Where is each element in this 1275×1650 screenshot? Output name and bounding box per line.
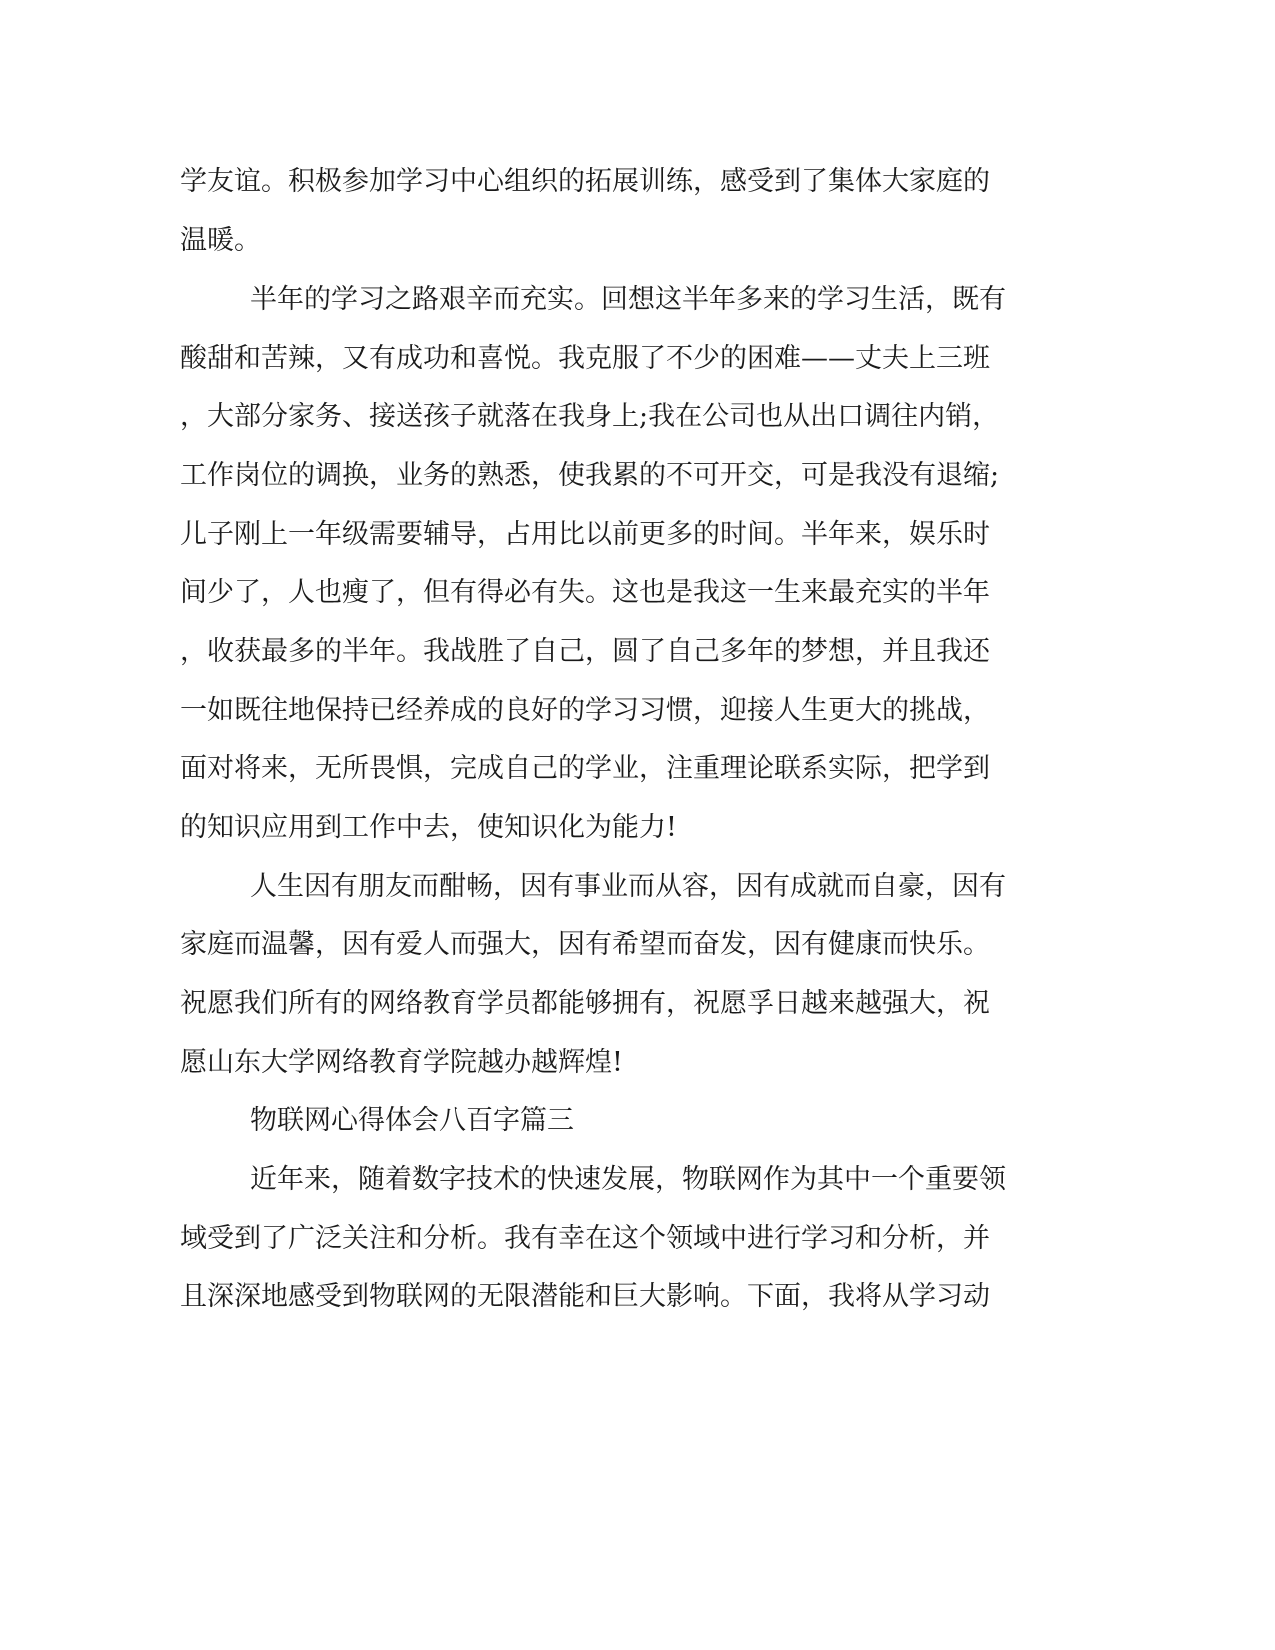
text-line: 的知识应用到工作中去，使知识化为能力!: [180, 812, 677, 843]
text-line: 一如既往地保持已经养成的良好的学习习惯，迎接人生更大的挑战，: [180, 695, 990, 726]
text-line: 家庭而温馨，因有爱人而强大，因有希望而奋发，因有健康而快乐。: [180, 929, 990, 960]
text-line: 愿山东大学网络教育学院越办越辉煌!: [180, 1047, 623, 1078]
text-line: 酸甜和苦辣，又有成功和喜悦。我克服了不少的困难——丈夫上三班: [180, 343, 990, 374]
text-line: 间少了，人也瘦了，但有得必有失。这也是我这一生来最充实的半年: [180, 577, 990, 608]
text-line: 温暖。: [180, 225, 261, 256]
text-line: 半年的学习之路艰辛而充实。回想这半年多来的学习生活，既有: [250, 284, 1006, 315]
text-line: 人生因有朋友而酣畅，因有事业而从容，因有成就而自豪，因有: [250, 871, 1006, 902]
text-line: ，收获最多的半年。我战胜了自己，圆了自己多年的梦想，并且我还: [180, 636, 990, 667]
text-line: 面对将来，无所畏惧，完成自己的学业，注重理论联系实际，把学到: [180, 753, 990, 784]
text-line: ，大部分家务、接送孩子就落在我身上;我在公司也从出口调往内销，: [180, 401, 1000, 432]
text-line: 工作岗位的调换，业务的熟悉，使我累的不可开交，可是我没有退缩;: [180, 460, 1000, 491]
section-heading: 物联网心得体会八百字篇三: [250, 1105, 574, 1136]
text-line: 儿子刚上一年级需要辅导，占用比以前更多的时间。半年来，娱乐时: [180, 519, 990, 550]
text-line: 域受到了广泛关注和分析。我有幸在这个领域中进行学习和分析，并: [180, 1223, 990, 1254]
text-line: 祝愿我们所有的网络教育学员都能够拥有，祝愿孚日越来越强大，祝: [180, 988, 990, 1019]
text-line: 且深深地感受到物联网的无限潜能和巨大影响。下面，我将从学习动: [180, 1281, 990, 1312]
text-line: 学友谊。积极参加学习中心组织的拓展训练，感受到了集体大家庭的: [180, 166, 990, 197]
text-line: 近年来，随着数字技术的快速发展，物联网作为其中一个重要领: [250, 1164, 1006, 1195]
